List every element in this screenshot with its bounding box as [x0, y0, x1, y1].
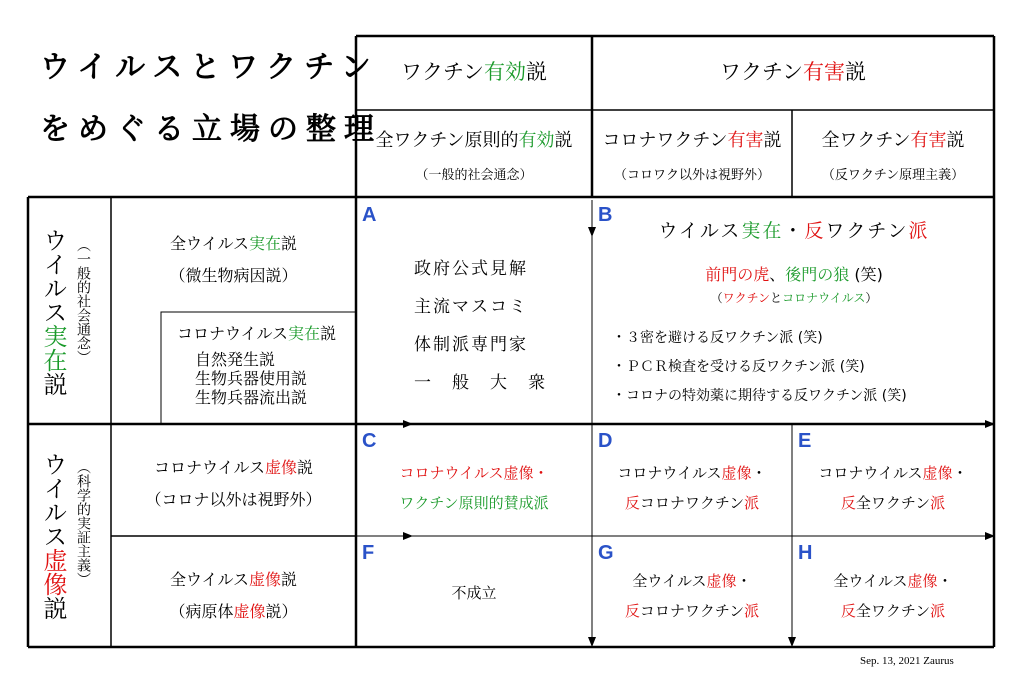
cell-letter-a: A: [362, 204, 377, 226]
cell-b-bullet: ・３密を避ける反ワクチン派 (笑): [612, 330, 823, 346]
h-l1-hl: 虚像: [907, 572, 938, 590]
b-title-h1: 実在: [741, 220, 784, 242]
cell-d-line1: [592, 458, 792, 488]
d-l2-hl2: 派: [744, 494, 760, 512]
g-l2-hl2: 派: [744, 602, 760, 620]
row-label-illusion: [38, 452, 68, 620]
g-l2-hl: 反: [624, 602, 640, 620]
cell-b-tiger: [594, 262, 994, 285]
header-col1-title: [356, 126, 592, 152]
all-exist-pre: 全ウイルス: [169, 234, 249, 253]
cell-b-title: [594, 216, 994, 243]
header-effective-pre: ワクチン: [401, 60, 484, 84]
cell-letter-c: C: [362, 430, 377, 452]
g-l2-mid: コロナワクチン: [639, 602, 745, 620]
header-harmful: [592, 56, 994, 86]
header-col3-title: [792, 126, 994, 152]
all-illusion-sub-pre: （病原体: [169, 602, 234, 621]
b-sub-d: コロナウイルス: [782, 291, 866, 305]
subrow-corona-illusion: [111, 458, 356, 510]
g-l1-hl: 虚像: [706, 572, 737, 590]
cell-c: [356, 458, 592, 518]
subrow-all-exist: [111, 234, 356, 286]
cell-b-tiger-sub: [594, 289, 994, 306]
header-col3-sub: （反ワクチン原理主義）: [821, 168, 965, 183]
e-l1-post: ・: [952, 464, 968, 482]
h-l2-hl2: 派: [930, 602, 946, 620]
cell-f: 不成立: [451, 584, 497, 602]
h-l2-mid: 全ワクチン: [855, 602, 931, 620]
e-l2-hl: 反: [840, 494, 856, 512]
row-exists-pre: ウイルス: [39, 228, 67, 324]
row-exists-hl: 実在: [39, 324, 67, 372]
col2-pre: コロナワクチン: [602, 130, 728, 151]
row-illusion-note: （科学的実証主義）: [75, 460, 91, 586]
col1-pre: 全ワクチン原則的: [375, 130, 519, 151]
all-illusion-hl: 虚像: [249, 570, 282, 589]
cell-e: [792, 458, 994, 518]
d-l1-post: ・: [751, 464, 767, 482]
col3-pre: 全ワクチン: [821, 130, 911, 151]
col2-post: 説: [763, 130, 782, 151]
cell-letter-f: F: [362, 542, 375, 564]
subrow-all-exist-title: [111, 234, 356, 254]
b-title-p1: ウイルス: [658, 220, 742, 242]
header-col2-sub: （コロワク以外は視野外）: [613, 168, 770, 183]
b-tiger-c: 後門の狼: [785, 265, 850, 284]
cell-letter-d: D: [598, 430, 613, 452]
h-l1-post: ・: [937, 572, 953, 590]
b-title-h3: 派: [908, 220, 930, 242]
cell-h-line1: [792, 566, 994, 596]
subrow-corona-exist: [177, 324, 336, 407]
cell-a-item: 体制派専門家: [414, 335, 528, 355]
all-illusion-post: 説: [281, 570, 298, 589]
col3-post: 説: [946, 130, 965, 151]
corona-illusion-pre: コロナウイルス: [153, 458, 265, 477]
col3-hl: 有害: [910, 130, 947, 151]
e-l2-mid: 全ワクチン: [855, 494, 931, 512]
header-harmful-hl: 有害: [802, 60, 845, 84]
cell-h-line2: [792, 596, 994, 626]
cell-b-bullet: ・ＰＣＲ検査を受ける反ワクチン派 (笑): [612, 359, 865, 375]
e-l1-hl: 虚像: [922, 464, 953, 482]
all-illusion-sub-post: 説）: [265, 602, 298, 621]
b-tiger-a: 前門の虎: [705, 265, 770, 284]
row-illusion-pre: ウイルス: [39, 452, 67, 548]
cell-g: [592, 566, 792, 626]
subrow-all-exist-sub: （微生物病因説）: [169, 266, 298, 285]
header-harmful-post: 説: [844, 60, 866, 84]
corona-illusion-sub: （コロナ以外は視野外）: [145, 490, 322, 509]
d-l2-mid: コロナワクチン: [639, 494, 745, 512]
title-line-1: ウイルスとワクチン: [40, 50, 379, 85]
d-l2-hl: 反: [624, 494, 640, 512]
row-illusion-hl: 虚像: [39, 548, 67, 596]
cell-letter-g: G: [598, 542, 614, 564]
cell-b-bullet: ・コロナの特効薬に期待する反ワクチン派 (笑): [612, 388, 907, 404]
row-label-exists: [38, 228, 68, 396]
b-title-h2: 反: [804, 220, 826, 242]
b-title-p3: ワクチン: [825, 220, 909, 242]
header-effective-hl: 有効: [483, 60, 526, 84]
corona-illusion-hl: 虚像: [265, 458, 298, 477]
subrow-all-illusion: [111, 570, 356, 622]
row-illusion-post: 説: [39, 596, 67, 620]
h-l1-pre: 全ウイルス: [833, 572, 908, 590]
all-illusion-pre: 全ウイルス: [169, 570, 249, 589]
cell-a: [414, 250, 547, 402]
e-l2-hl2: 派: [930, 494, 946, 512]
col1-post: 説: [554, 130, 573, 151]
cell-c-line2: ワクチン原則的賛成派: [399, 494, 549, 512]
corona-exist-pre: コロナウイルス: [177, 324, 289, 343]
b-sub-a: （: [710, 291, 723, 305]
all-exist-hl: 実在: [249, 234, 282, 253]
header-effective: [356, 56, 592, 86]
cell-b-bullets: [612, 324, 907, 411]
header-col2-title: [592, 126, 792, 152]
corona-exist-item: 生物兵器使用説: [195, 369, 308, 388]
col1-hl: 有効: [518, 130, 555, 151]
cell-d: [592, 458, 792, 518]
header-col3: [792, 126, 994, 183]
b-tiger-d: (笑): [849, 265, 883, 284]
title-line-2: をめぐる立場の整理: [40, 112, 382, 147]
cell-c-line1: コロナウイルス虚像・: [399, 464, 549, 482]
g-l1-pre: 全ウイルス: [632, 572, 707, 590]
h-l2-hl: 反: [840, 602, 856, 620]
d-l1-pre: コロナウイルス: [617, 464, 722, 482]
corona-exist-hl: 実在: [288, 324, 321, 343]
all-illusion-sub: [111, 602, 356, 622]
corona-illusion-title: [111, 458, 356, 478]
g-l1-post: ・: [736, 572, 752, 590]
b-tiger-b: 、: [769, 265, 786, 284]
corona-exist-post: 説: [320, 324, 337, 343]
cell-a-item: 一 般 大 衆: [414, 373, 547, 393]
b-title-p2: ・: [783, 220, 805, 242]
header-effective-post: 説: [525, 60, 547, 84]
header-harmful-pre: ワクチン: [720, 60, 803, 84]
e-l1-pre: コロナウイルス: [818, 464, 923, 482]
all-exist-post: 説: [281, 234, 298, 253]
signature: Sep. 13, 2021 Zaurus: [860, 655, 954, 667]
all-illusion-sub-hl: 虚像: [233, 602, 266, 621]
corona-exist-title: [177, 324, 336, 344]
cell-g-line2: [592, 596, 792, 626]
page-title: [40, 42, 382, 156]
header-col1: [356, 126, 592, 183]
row-exists-post: 説: [39, 372, 67, 396]
cell-a-item: 主流マスコミ: [414, 297, 528, 317]
col2-hl: 有害: [727, 130, 764, 151]
cell-e-line2: [792, 488, 994, 518]
cell-a-item: 政府公式見解: [414, 259, 528, 279]
cell-letter-e: E: [798, 430, 812, 452]
header-col1-sub: （一般的社会通念）: [415, 168, 533, 183]
corona-exist-item: 生物兵器流出説: [195, 388, 308, 407]
b-sub-e: ）: [865, 291, 878, 305]
all-illusion-title: [111, 570, 356, 590]
cell-h: [792, 566, 994, 626]
cell-letter-h: H: [798, 542, 813, 564]
cell-e-line1: [792, 458, 994, 488]
cell-g-line1: [592, 566, 792, 596]
row-exists-note: （一般的社会通念）: [75, 238, 91, 364]
cell-letter-b: B: [598, 204, 613, 226]
corona-exist-item: 自然発生説: [195, 350, 276, 369]
corona-illusion-post: 説: [297, 458, 314, 477]
header-col2: [592, 126, 792, 183]
b-sub-c: と: [770, 291, 783, 305]
d-l1-hl: 虚像: [721, 464, 752, 482]
cell-d-line2: [592, 488, 792, 518]
b-sub-b: ワクチン: [722, 291, 771, 305]
